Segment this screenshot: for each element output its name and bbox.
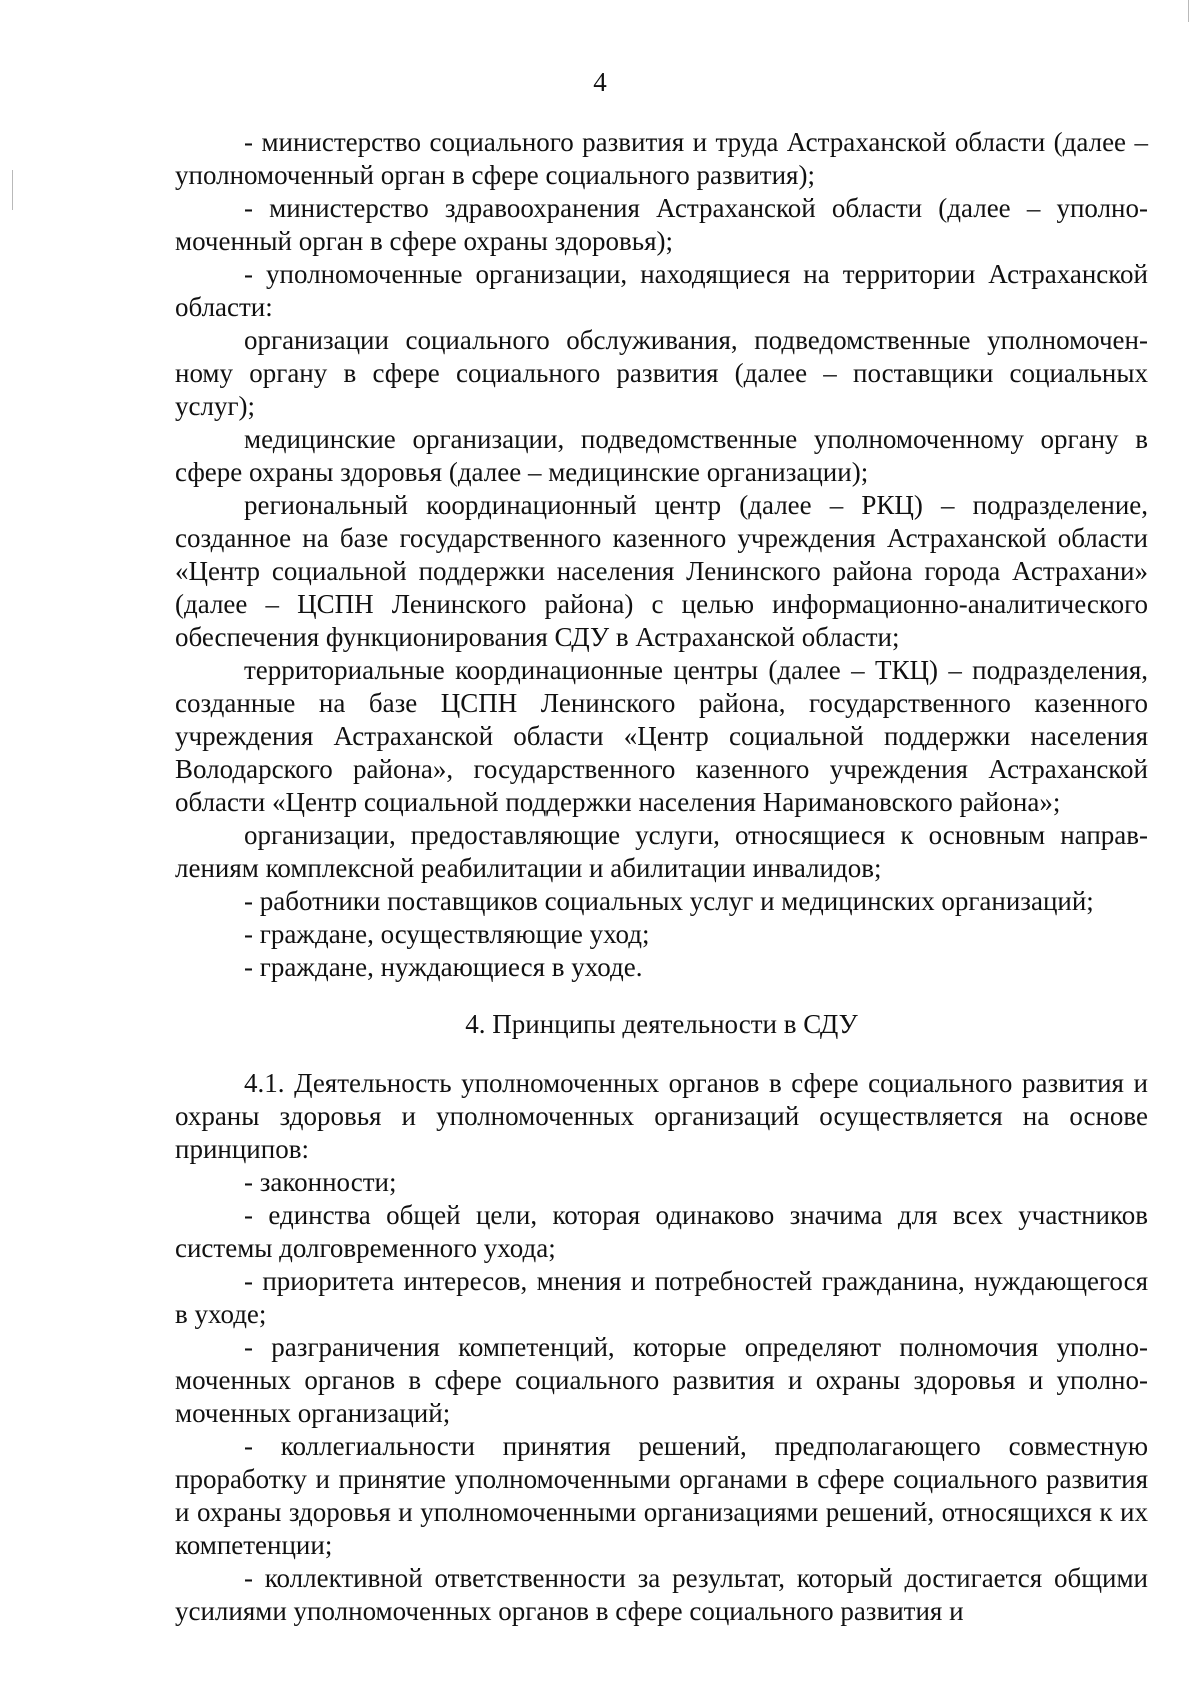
paragraph: территориальные координационные центры (далее – ТКЦ) – подразделения, созданные на базе ЦСПН Ленинского района, государственного казенного учреждения Астраханской области «Центр социальной поддержки населения Володарского района», государственного казенного учреждения Астраханской области «Центр социальной поддержки населения Наримановского района»; bbox=[175, 655, 1148, 817]
paragraph: - коллегиальности принятия решений, предполагающего совместную проработку и принятие уполномоченными органами в сфере социального развития и охраны здоровья и уполномоченными организациями решений, относящихся к их компетенции; bbox=[175, 1431, 1148, 1560]
document-body bbox=[175, 126, 1148, 1628]
paragraph: - граждане, нуждающиеся в уходе. bbox=[244, 952, 643, 982]
scan-artifact-right bbox=[1188, 0, 1189, 22]
paragraph: - граждане, осуществляющие уход; bbox=[244, 919, 650, 949]
paragraph: организации социального обслуживания, подведомственные уполномоченному органу в сфере социального развития (далее – поставщики социальных услуг); bbox=[175, 325, 1148, 421]
paragraph: - единства общей цели, которая одинаково значима для всех участников системы долговременного ухода; bbox=[175, 1200, 1148, 1263]
paragraph: - законности; bbox=[244, 1167, 397, 1197]
paragraph: - разграничения компетенций, которые определяют полномочия уполномоченных органов в сфере социального развития и охраны здоровья и уполномоченных организаций; bbox=[175, 1332, 1148, 1428]
paragraph: 4.1. Деятельность уполномоченных органов в сфере социального развития и охраны здоровья и уполномоченных организаций осуществляется на основе принципов: bbox=[175, 1068, 1148, 1164]
paragraph: - работники поставщиков социальных услуг и медицинских организаций; bbox=[244, 886, 1094, 916]
paragraph: организации, предоставляющие услуги, относящиеся к основным направлениям комплексной реабилитации и абилитации инвалидов; bbox=[175, 820, 1148, 883]
section-heading: 4. Принципы деятельности в СДУ bbox=[465, 1009, 858, 1039]
paragraph: медицинские организации, подведомственные уполномоченному органу в сфере охраны здоровья (далее – медицинские организации); bbox=[175, 424, 1148, 487]
scan-artifact-left bbox=[12, 170, 13, 210]
paragraph: - министерство здравоохранения Астраханской области (далее – уполномоченный орган в сфере охраны здоровья); bbox=[175, 193, 1148, 256]
paragraph: - приоритета интересов, мнения и потребностей гражданина, нуждающегося в уходе; bbox=[175, 1266, 1148, 1329]
paragraph: региональный координационный центр (далее – РКЦ) – подразделение, созданное на базе государственного казенного учреждения Астраханской области «Центр социальной поддержки населения Ленинского района города Астрахани» (далее – ЦСПН Ленинского района) с целью информационно-аналитического обеспечения функционирования СДУ в Астраханской области; bbox=[175, 490, 1148, 652]
paragraph: - уполномоченные организации, находящиеся на территории Астраханской области: bbox=[175, 259, 1148, 322]
paragraph: - коллективной ответственности за результат, который достигается общими усилиями уполномоченных органов в сфере социального развития и bbox=[175, 1563, 1148, 1626]
paragraph: - министерство социального развития и труда Астраханской области (далее – уполномоченный орган в сфере социального развития); bbox=[175, 127, 1148, 190]
page-number: 4 bbox=[593, 67, 607, 97]
